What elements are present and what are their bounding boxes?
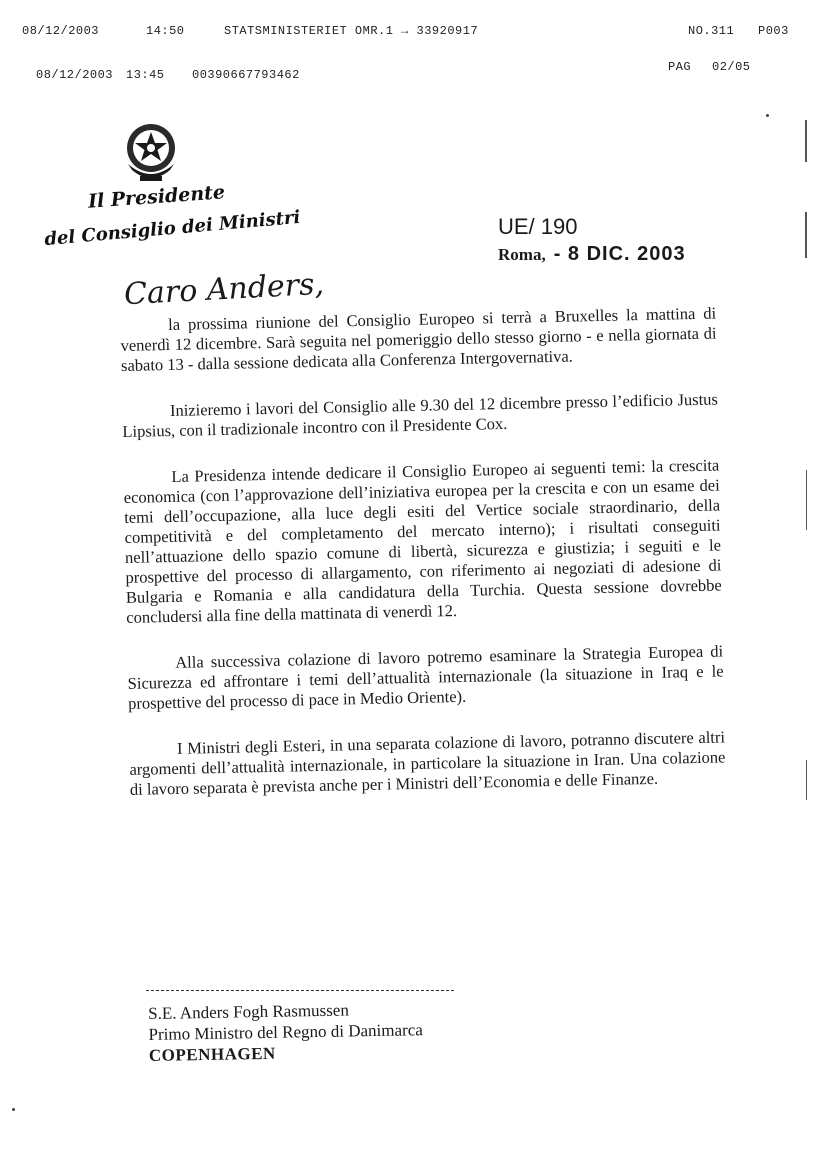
letterhead-line-2: del Consiglio dei Ministri — [43, 206, 302, 251]
addressee-name: S.E. Anders Fogh Rasmussen — [148, 1000, 350, 1023]
scan-edge-mark — [806, 760, 807, 800]
scan-edge-mark — [806, 470, 807, 530]
scan-edge-mark — [805, 120, 807, 162]
fax-header-page: P003 — [758, 24, 789, 38]
fax-header-2-date: 08/12/2003 — [36, 68, 114, 82]
addressee-block — [148, 998, 423, 1066]
letter-body — [120, 304, 727, 826]
fax-header-number: NO.311 — [688, 24, 735, 38]
date-stamp: - 8 DIC. 2003 — [553, 243, 686, 265]
fax-header-sender: STATSMINISTERIET OMR.1 → 33920917 — [224, 24, 479, 38]
paragraph: La Presidenza intende dedicare il Consiglio Europeo ai seguenti temi: la crescita economica (con l’approvazione dell’iniziativa europea per la crescita e con un esame dei temi dell’occupazione, alla luce degli esiti del Vertice sociale straordinario, della competitività e del completamento del mercato interno); i risultati conseguiti nell’attuazione dello spazio comune di libertà, sicurezza e giustizia; i seguiti e le prospettive del processo di allargamento, con riferimento ai negoziati di adesione di Bulgaria e Romania e alla candidatura della Turchia. Questa sessione dovrebbe concludersi alla fine della mattinata di venerdì 12. — [123, 455, 722, 627]
paragraph: Alla successiva colazione di lavoro potremo esaminare la Strategia Europea di Sicurezza ed affrontare i temi dell’attualità internazionale (la situazione in Iraq e le prospettive del processo di pace in Medio Oriente). — [127, 641, 724, 713]
letterhead-line-1: Il Presidente — [87, 181, 226, 213]
fax-page-count: 02/05 — [712, 60, 751, 74]
separator-line — [146, 990, 454, 991]
addressee-title: Primo Ministro del Regno di Danimarca — [148, 1020, 424, 1044]
scan-speck — [12, 1108, 15, 1111]
paragraph: Inizieremo i lavori del Consiglio alle 9.30 del 12 dicembre presso l’edificio Justus Lipsius, con il tradizionale incontro con il Presidente Cox. — [122, 389, 719, 441]
paragraph: la prossima riunione del Consiglio Europeo si terrà a Bruxelles la mattina di venerdì 12 dicembre. Sarà seguita nel pomeriggio dello stesso giorno - e nella giornata di sabato 13 - dalla sessione dedicata alla Conferenza Intergovernativa. — [120, 303, 717, 375]
addressee-city: COPENHAGEN — [148, 1043, 276, 1065]
scan-edge-mark — [805, 212, 807, 258]
place: Roma, — [498, 245, 546, 264]
salutation: Caro Anders, — [123, 266, 325, 313]
fax-header-2-number: 00390667793462 — [192, 68, 300, 82]
scan-speck — [766, 114, 769, 117]
fax-header-2-time: 13:45 — [126, 68, 165, 82]
italian-emblem-icon — [120, 118, 182, 188]
paragraph: I Ministri degli Esteri, in una separata colazione di lavoro, potranno discutere altri argomenti dell’attualità internazionale, in particolare la situazione in Iran. Una colazione di lavoro separata è prevista anche per i Ministri dell’Economia e delle Finanze. — [129, 727, 726, 799]
fax-header-time: 14:50 — [146, 24, 185, 38]
place-date-line — [498, 243, 686, 266]
fax-page-label: PAG — [668, 60, 692, 74]
fax-header-date: 08/12/2003 — [22, 24, 100, 38]
protocol-number: UE/ 190 — [498, 214, 578, 239]
